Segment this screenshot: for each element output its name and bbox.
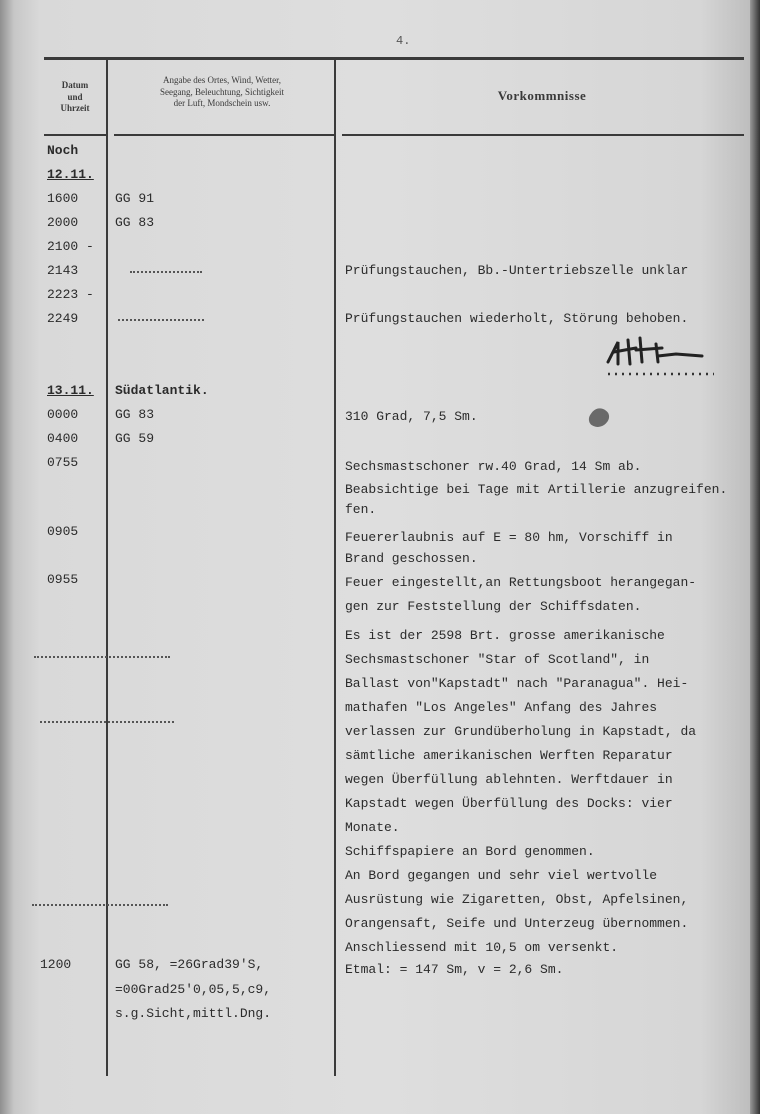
row-15-text: Beabsichtige bei Tage mit Artillerie anzugreifen. [345,482,728,497]
row-3-place: GG 83 [115,215,155,230]
row-25-text: verlassen zur Grundüberholung in Kapstadt, da [345,724,697,739]
row-34-text: Anschliessend mit 10,5 om versenkt. [345,940,619,955]
row-19-text: Feuer eingestellt,an Rettungsboot herangegan- [345,575,697,590]
row-16-text: fen. [345,502,377,517]
row-13-time: 0400 [47,431,79,446]
row-12-place: GG 83 [115,407,155,422]
row-29-text: Monate. [345,820,400,835]
col1-rule [106,60,108,1076]
row-24-text: mathafen "Los Angeles" Anfang des Jahres [345,700,658,715]
row-31-text: An Bord gegangen und sehr viel wertvolle [345,868,658,883]
row-22-text: Sechsmastschoner "Star of Scotland", in [345,652,650,667]
row-3-time: 2000 [47,215,79,230]
row-35-time: 1200 [40,957,72,972]
row-7-text: Prüfungstauchen wiederholt, Störung behoben. [345,311,689,326]
row-4-time: 2100 - [47,239,94,254]
dotted-leader [34,656,170,658]
header-location-weather: Angabe des Ortes, Wind, Wetter, Seegang, Beleuchtung, Sichtigkeit der Luft, Mondschein usw. [160,75,284,108]
header-events: Vorkommnisse [497,88,587,103]
row-12-time: 0000 [47,407,79,422]
row-28-text: Kapstadt wegen Überfüllung des Docks: vier [345,796,673,811]
row-20-text: gen zur Feststellung der Schiffsdaten. [345,599,642,614]
header-rule-col2 [114,134,334,136]
row-5-text: Prüfungstauchen, Bb.-Untertriebszelle unklar [345,263,689,278]
row-7-time: 2249 [47,311,79,326]
row-2-time: 1600 [47,191,79,206]
row-35-place: GG 58, =26Grad39'S, [115,957,264,972]
row-36-place: =00Grad25'0,05,5,c9, [115,982,272,997]
row-14-text: Sechsmastschoner rw.40 Grad, 14 Sm ab. [345,459,642,474]
row-12-text: 310 Grad, 7,5 Sm. [345,409,478,424]
row-27-text: wegen Überfüllung ablehnten. Werftdauer in [345,772,673,787]
row-21-text: Es ist der 2598 Brt. grosse amerikanische [345,628,665,643]
ink-smudge [586,405,612,432]
row-17-text: Feuererlaubnis auf E = 80 hm, Vorschiff in [345,530,673,545]
row-33-text: Orangensaft, Seife und Unterzeug übernommen. [345,916,689,931]
row-30-text: Schiffspapiere an Bord genommen. [345,844,595,859]
dotted-leader [32,904,168,906]
row-26-text: sämtliche amerikanischen Werften Reparatur [345,748,673,763]
signature-mark [604,334,714,382]
page-edge [750,0,760,1114]
dotted-leader [118,319,204,321]
row-11-time: 13.11. [47,383,94,398]
row-23-text: Ballast von"Kapstadt" nach "Paranagua". Hei- [345,676,689,691]
row-18-text: Brand geschossen. [345,551,478,566]
dotted-leader [40,721,174,723]
row-6-time: 2223 - [47,287,94,302]
page-number: 4. [396,34,411,48]
row-2-place: GG 91 [115,191,155,206]
row-35-text: Etmal: = 147 Sm, v = 2,6 Sm. [345,962,564,977]
row-14-time: 0755 [47,455,79,470]
row-17-time: 0905 [47,524,79,539]
header-rule-col1 [44,134,106,136]
row-13-place: GG 59 [115,431,155,446]
row-11-place: Südatlantik. [115,383,209,398]
row-1-time: 12.11. [47,167,94,182]
header-rule-col3 [342,134,744,136]
row-0-time: Noch [47,143,79,158]
dotted-leader [130,271,202,273]
row-37-place: s.g.Sicht,mittl.Dng. [115,1006,272,1021]
header-date-time: Datum und Uhrzeit [60,80,90,113]
row-5-time: 2143 [47,263,79,278]
col2-rule [334,60,336,1076]
row-19-time: 0955 [47,572,79,587]
row-32-text: Ausrüstung wie Zigaretten, Obst, Apfelsinen, [345,892,689,907]
top-rule [44,57,744,60]
